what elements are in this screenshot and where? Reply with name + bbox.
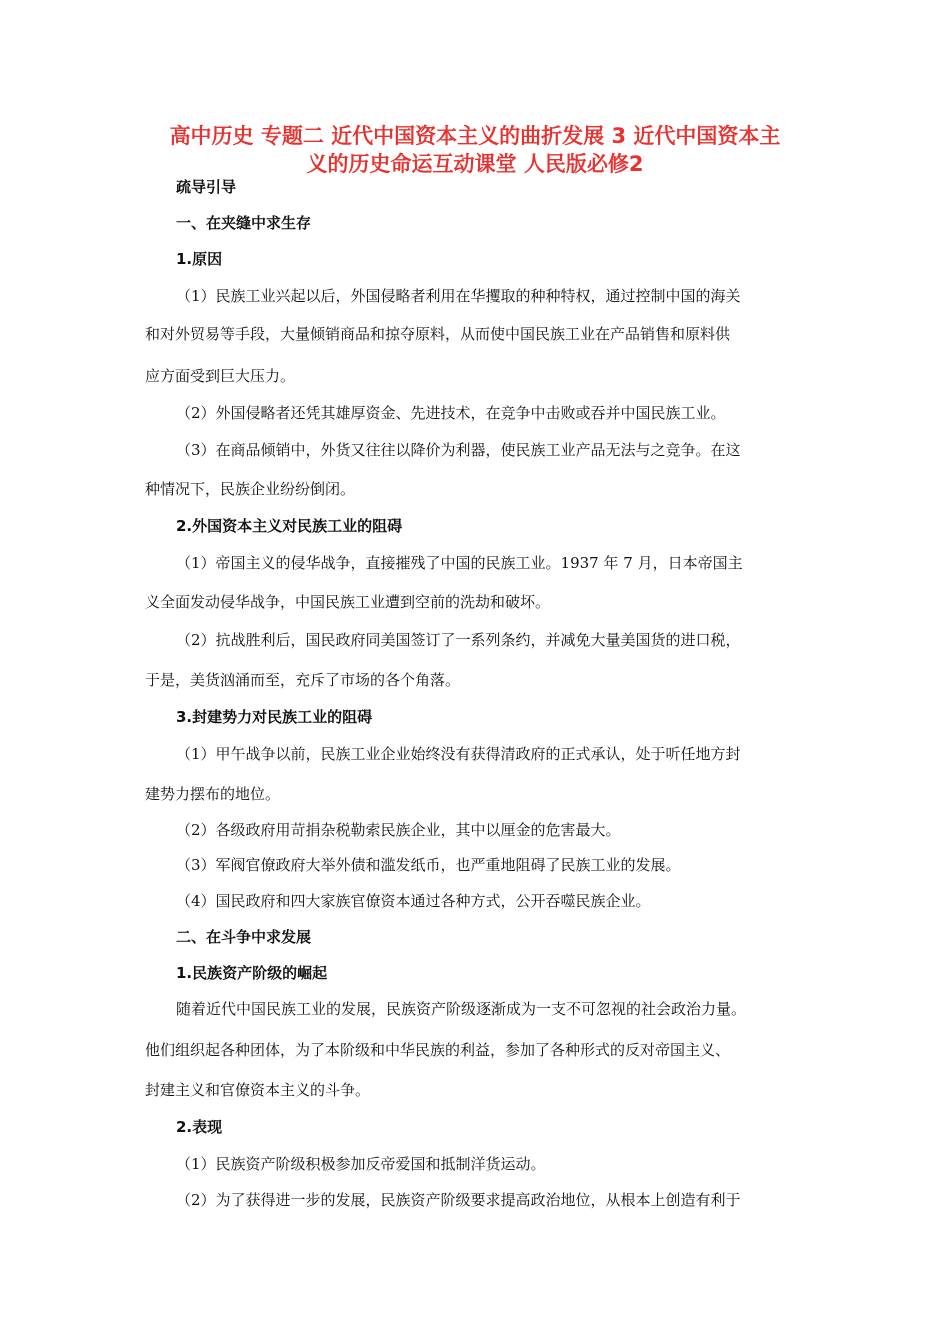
paragraph-line: （1）民族工业兴起以后，外国侵略者利用在华攫取的种种特权，通过控制中国的海关 [176, 287, 741, 305]
paragraph-line: 他们组织起各种团体，为了本阶级和中华民族的利益，参加了各种形式的反对帝国主义、 [145, 1041, 731, 1059]
paragraph-line: 应方面受到巨大压力。 [145, 367, 296, 385]
subsection-heading: 2.表现 [176, 1118, 223, 1136]
paragraph-line: （2）各级政府用苛捐杂税勒索民族企业，其中以厘金的危害最大。 [176, 821, 621, 839]
paragraph-line: （1）帝国主义的侵华战争，直接摧残了中国的民族工业。1937 年 7 月，日本帝国主 [176, 554, 743, 572]
section-heading: 二、在斗争中求发展 [176, 928, 312, 946]
paragraph-line: 种情况下，民族企业纷纷倒闭。 [145, 480, 356, 498]
paragraph-line: 封建主义和官僚资本主义的斗争。 [145, 1081, 371, 1099]
subsection-heading: 1.原因 [176, 250, 223, 268]
subsection-heading: 3.封建势力对民族工业的阻碍 [176, 708, 373, 726]
subsection-heading: 1.民族资产阶级的崛起 [176, 964, 328, 982]
paragraph-line: （1）民族资产阶级积极参加反帝爱国和抵制洋货运动。 [176, 1155, 546, 1173]
paragraph-line: （4）国民政府和四大家族官僚资本通过各种方式，公开吞噬民族企业。 [176, 892, 651, 910]
title-line-1: 高中历史 专题二 近代中国资本主义的曲折发展 3 近代中国资本主 [169, 124, 781, 148]
paragraph-line: 随着近代中国民族工业的发展，民族资产阶级逐渐成为一支不可忽视的社会政治力量。 [176, 1000, 747, 1018]
paragraph-line: 义全面发动侵华战争，中国民族工业遭到空前的洗劫和破坏。 [145, 593, 551, 611]
section-label: 疏导引导 [176, 178, 237, 196]
paragraph-line: 建势力摆布的地位。 [145, 785, 281, 803]
paragraph-line: （2）为了获得进一步的发展，民族资产阶级要求提高政治地位，从根本上创造有利于 [176, 1191, 741, 1209]
paragraph-line: （3）在商品倾销中，外货又往往以降价为利器，使民族工业产品无法与之竞争。在这 [176, 441, 741, 459]
document-title [140, 122, 810, 178]
paragraph-line: （2）外国侵略者还凭其雄厚资金、先进技术，在竞争中击败或吞并中国民族工业。 [176, 404, 726, 422]
section-heading: 一、在夹缝中求生存 [176, 214, 312, 232]
title-line-2: 义的历史命运互动课堂 人民版必修2 [306, 152, 644, 176]
paragraph-line: （1）甲午战争以前，民族工业企业始终没有获得清政府的正式承认，处于听任地方封 [176, 745, 741, 763]
paragraph-line: （2）抗战胜利后，国民政府同美国签订了一系列条约，并减免大量美国货的进口税， [176, 631, 741, 649]
subsection-heading: 2.外国资本主义对民族工业的阻碍 [176, 517, 403, 535]
paragraph-line: 于是，美货汹涌而至，充斥了市场的各个角落。 [145, 671, 461, 689]
paragraph-line: 和对外贸易等手段，大量倾销商品和掠夺原料，从而使中国民族工业在产品销售和原料供 [145, 325, 731, 343]
paragraph-line: （3）军阀官僚政府大举外债和滥发纸币，也严重地阻碍了民族工业的发展。 [176, 856, 681, 874]
